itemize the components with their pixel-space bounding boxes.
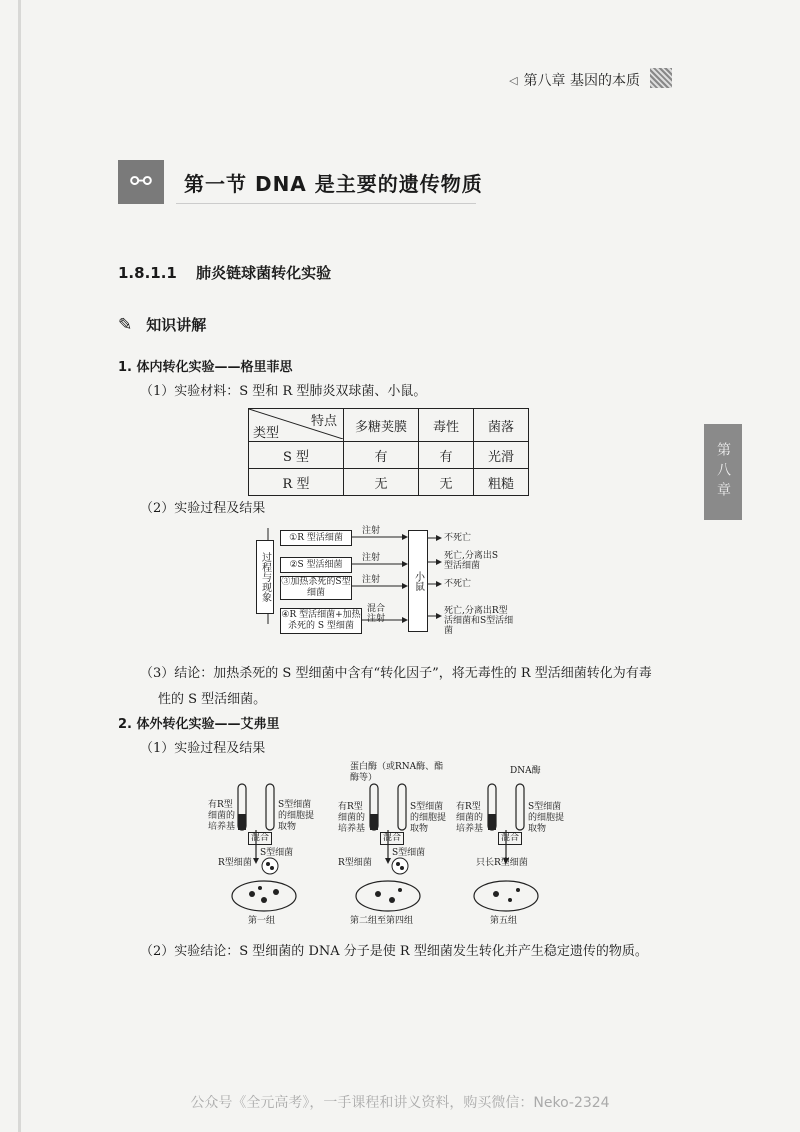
group2-result-top: S型细菌 bbox=[392, 848, 426, 858]
section-title: 第一节 DNA 是主要的遗传物质 bbox=[184, 171, 483, 196]
flow-box-4: ④R 型活细菌+加热杀死的 S 型细菌 bbox=[280, 608, 362, 634]
flow-result: 不死亡 bbox=[444, 533, 472, 543]
group3-mix: 混合 bbox=[498, 832, 522, 845]
flow-box-1: ①R 型活细菌 bbox=[280, 530, 352, 546]
table-header: 菌落 bbox=[474, 409, 529, 442]
section-heading bbox=[118, 160, 483, 204]
flow-action: 注射 bbox=[362, 526, 381, 536]
footer-watermark: 公众号《全元高考》，一手课程和讲义资料，购买微信：Neko-2324 bbox=[190, 1095, 610, 1111]
pen-icon: ✎ bbox=[118, 314, 133, 335]
subsection-heading bbox=[118, 262, 331, 283]
conclusion-line-2: 性的 S 型活细菌。 bbox=[158, 692, 267, 707]
flow-box-3: ③加热杀死的S型细菌 bbox=[281, 577, 351, 598]
group2-enzyme: 蛋白酶（或RNA酶、酯酶等） bbox=[350, 762, 444, 783]
chapter-title: 第八章 基因的本质 bbox=[523, 73, 640, 89]
group1-result-left: R型细菌 bbox=[218, 858, 252, 868]
part1-material: （1）实验材料：S 型和 R 型肺炎双球菌、小鼠。 bbox=[140, 384, 427, 399]
group3-tube-left: 有R型细菌的培养基 bbox=[456, 802, 484, 834]
table-cell: 无 bbox=[419, 469, 474, 496]
chapter-header bbox=[509, 70, 640, 90]
title-rule bbox=[176, 203, 476, 204]
table-header: 毒性 bbox=[419, 409, 474, 442]
table-cell: 有 bbox=[419, 442, 474, 469]
group2-caption: 第二组至第四组 bbox=[350, 916, 414, 926]
table-cell: 光滑 bbox=[474, 442, 529, 469]
chapter-side-tab: 第八章 bbox=[704, 424, 742, 520]
flow-mouse-box: 小鼠 bbox=[408, 530, 428, 632]
group3-result-top: 只长R型细菌 bbox=[476, 858, 528, 868]
group1-mix: 混合 bbox=[248, 832, 272, 845]
page-edge bbox=[18, 0, 21, 1132]
group3-caption: 第五组 bbox=[490, 916, 518, 926]
knowledge-title: 知识讲解 bbox=[146, 316, 207, 334]
flow-action: 注射 bbox=[362, 553, 381, 563]
group2-result-left: R型细菌 bbox=[338, 858, 372, 868]
part2-heading: 2. 体外转化实验——艾弗里 bbox=[118, 717, 280, 732]
group1-tube-left: 有R型细菌的培养基 bbox=[208, 800, 236, 832]
table-cell: R 型 bbox=[249, 469, 344, 496]
corner-top-label: 特点 bbox=[310, 414, 337, 429]
flow-box-2: ②S 型活细菌 bbox=[280, 557, 352, 573]
process-flowchart bbox=[250, 520, 550, 650]
experiment-drawing bbox=[200, 762, 620, 932]
flow-result: 死亡,分离出S型活细菌 bbox=[444, 551, 499, 571]
table-row bbox=[249, 442, 529, 469]
flow-result: 死亡,分离出R型活细菌和S型活细菌 bbox=[444, 606, 514, 636]
table-corner bbox=[249, 409, 344, 442]
table-cell: 粗糙 bbox=[474, 469, 529, 496]
header-ornament bbox=[650, 68, 672, 88]
process-title: （2）实验过程及结果 bbox=[140, 501, 266, 516]
table-cell: S 型 bbox=[249, 442, 344, 469]
table-cell: 无 bbox=[344, 469, 419, 496]
group2-mix: 混合 bbox=[380, 832, 404, 845]
table-row bbox=[249, 469, 529, 496]
bacteria-table bbox=[248, 408, 529, 496]
subsection-number: 1.8.1.1 bbox=[118, 264, 177, 282]
subsection-title: 肺炎链球菌转化实验 bbox=[196, 264, 332, 282]
part2-conclusion: （2）实验结论：S 型细菌的 DNA 分子是使 R 型细菌发生转化并产生稳定遗传的物质。 bbox=[140, 944, 648, 959]
part2-process-title: （1）实验过程及结果 bbox=[140, 741, 266, 756]
group2-tube-right: S型细菌的细胞提取物 bbox=[410, 802, 447, 834]
group1-caption: 第一组 bbox=[248, 916, 276, 926]
group3-enzyme: DNA酶 bbox=[510, 766, 541, 776]
knowledge-heading bbox=[118, 314, 206, 335]
group1-tube-right: S型细菌的细胞提取物 bbox=[278, 800, 315, 832]
table-cell: 有 bbox=[344, 442, 419, 469]
corner-bottom-label: 类型 bbox=[253, 426, 280, 441]
dna-icon: ⚯ bbox=[118, 160, 164, 204]
triangle-icon: ◁ bbox=[509, 73, 518, 87]
conclusion-line-1: （3）结论：加热杀死的 S 型细菌中含有“转化因子”，将无毒性的 R 型活细菌转化为有毒 bbox=[140, 666, 652, 681]
group1-result-top: S型细菌 bbox=[260, 848, 294, 858]
table-header: 多糖荚膜 bbox=[344, 409, 419, 442]
flow-result: 不死亡 bbox=[444, 579, 472, 589]
flow-side-label: 过程与现象 bbox=[256, 540, 274, 614]
group3-tube-right: S型细菌的细胞提取物 bbox=[528, 802, 565, 834]
part1-heading: 1. 体内转化实验——格里菲思 bbox=[118, 360, 293, 375]
flow-action: 混合注射 bbox=[367, 604, 386, 624]
avery-experiment-diagram bbox=[200, 762, 620, 932]
group2-tube-left: 有R型细菌的培养基 bbox=[338, 802, 366, 834]
flow-action: 注射 bbox=[362, 575, 381, 585]
